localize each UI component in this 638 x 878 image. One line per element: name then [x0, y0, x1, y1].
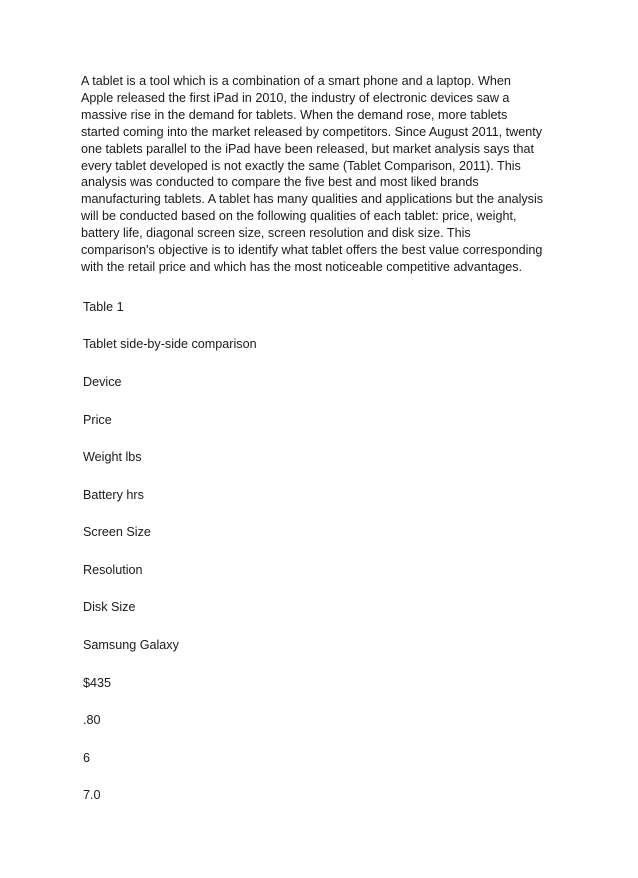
intro-paragraph: [81, 73, 571, 276]
table-label: Table 1: [83, 300, 124, 314]
intro-line: massive rise in the demand for tablets. When the demand rose, more tablets: [81, 107, 508, 122]
header-resolution: Resolution: [83, 563, 143, 577]
intro-line: battery life, diagonal screen size, screen resolution and disk size. This: [81, 226, 471, 241]
intro-line: with the retail price and which has the most noticeable competitive advantages.: [81, 259, 523, 274]
cell-battery-samsung: 6: [83, 751, 91, 765]
cell-device-samsung: Samsung Galaxy: [83, 638, 179, 652]
header-device: Device: [83, 375, 122, 389]
intro-line: analysis was conducted to compare the five best and most liked brands: [81, 175, 479, 190]
header-disk-size: Disk Size: [83, 600, 136, 614]
cell-screen-samsung: 7.0: [83, 788, 101, 802]
header-battery: Battery hrs: [83, 488, 144, 502]
intro-line: every tablet developed is not exactly the same (Tablet Comparison, 2011). This: [81, 158, 521, 173]
intro-line: manufacturing tablets. A tablet has many qualities and applications but the analysis: [81, 192, 544, 207]
intro-line: comparison's objective is to identify what tablet offers the best value corresponding: [81, 243, 543, 258]
header-screen-size: Screen Size: [83, 525, 151, 539]
intro-line: Apple released the first iPad in 2010, the industry of electronic devices saw a: [81, 90, 510, 105]
cell-weight-samsung: .80: [83, 713, 101, 727]
intro-line: A tablet is a tool which is a combination of a smart phone and a laptop. When: [81, 74, 511, 88]
intro-line: will be conducted based on the following qualities of each tablet: price, weight,: [81, 209, 517, 224]
table-caption: Tablet side-by-side comparison: [83, 337, 257, 351]
cell-price-samsung: $435: [83, 676, 112, 690]
intro-line: started coming into the market released by competitors. Since August 2011, twenty: [81, 124, 543, 139]
header-weight: Weight lbs: [83, 450, 142, 464]
intro-line: one tablets parallel to the iPad have been released, but market analysis says that: [81, 141, 534, 156]
header-price: Price: [83, 413, 112, 427]
